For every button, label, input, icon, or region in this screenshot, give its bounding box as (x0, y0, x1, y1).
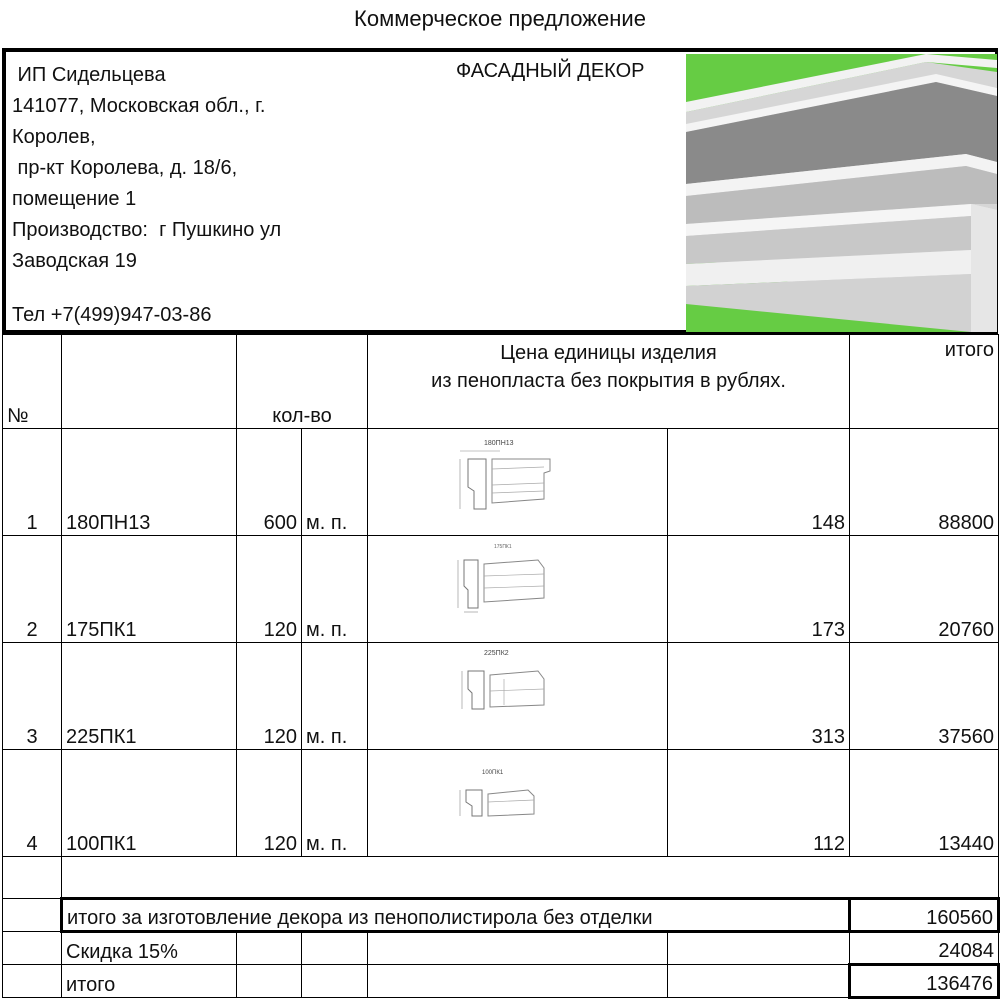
address-line: Королев, (12, 126, 96, 148)
row-qty: 120 (237, 536, 302, 643)
row-num: 3 (3, 643, 62, 750)
row-name: 175ПК1 (62, 536, 237, 643)
grand-total-value: 136476 (850, 965, 999, 998)
header-num: № (3, 335, 62, 429)
table-row (3, 750, 999, 857)
empty-cell (3, 932, 62, 965)
row-unit: м. п. (302, 750, 368, 857)
company-phone: Тел +7(499)947-03-86 (12, 304, 212, 326)
row-drawing (368, 643, 668, 750)
empty-cell (368, 965, 668, 998)
header-price (368, 335, 850, 429)
address-line: Производство: г Пушкино ул (12, 219, 282, 241)
header-price-line2: из пенопласта без покрытия в рублях. (431, 370, 786, 392)
table-row (3, 643, 999, 750)
profile-drawing-icon (368, 536, 668, 636)
header-price-line1: Цена единицы изделия (500, 342, 717, 364)
empty-cell (3, 965, 62, 998)
row-name: 225ПК1 (62, 643, 237, 750)
drawing-label: 180ПН13 (484, 440, 514, 447)
empty-cell (3, 899, 62, 932)
profile-drawing-icon (368, 643, 668, 743)
grand-total-label: итого (62, 965, 237, 998)
drawing-label: 100ПК1 (482, 770, 504, 776)
table-row (3, 429, 999, 536)
row-drawing (368, 750, 668, 857)
address-line: помещение 1 (12, 188, 137, 210)
row-qty: 120 (237, 750, 302, 857)
address-line: Заводская 19 (12, 250, 137, 272)
empty-cell (237, 965, 302, 998)
header-total: итого (850, 335, 999, 429)
empty-cell (668, 932, 850, 965)
empty-cell (3, 857, 62, 899)
row-unit: м. п. (302, 429, 368, 536)
row-qty: 120 (237, 643, 302, 750)
row-name: 180ПН13 (62, 429, 237, 536)
address-line: ИП Сидельцева (12, 64, 166, 86)
header-block (2, 48, 998, 334)
row-unit: м. п. (302, 536, 368, 643)
subtotal-label: итого за изготовление декора из пенополистирола без отделки (62, 899, 850, 932)
drawing-label: 225ПК2 (484, 650, 509, 657)
row-num: 4 (3, 750, 62, 857)
discount-row (3, 932, 999, 965)
table-row (3, 536, 999, 643)
row-drawing (368, 429, 668, 536)
row-num: 1 (3, 429, 62, 536)
empty-cell (302, 965, 368, 998)
header-qty: кол-во (237, 335, 368, 429)
row-total: 88800 (850, 429, 999, 536)
spacer-row (3, 857, 999, 899)
empty-cell (62, 857, 999, 899)
address-line: пр-кт Королева, д. 18/6, (12, 157, 238, 179)
empty-cell (368, 932, 668, 965)
discount-value: 24084 (850, 932, 999, 965)
row-price: 173 (668, 536, 850, 643)
row-price: 148 (668, 429, 850, 536)
row-total: 37560 (850, 643, 999, 750)
subtotal-value: 160560 (850, 899, 999, 932)
row-name: 100ПК1 (62, 750, 237, 857)
row-drawing (368, 536, 668, 643)
row-price: 112 (668, 750, 850, 857)
subtotal-row (3, 899, 999, 932)
empty-cell (237, 932, 302, 965)
row-total: 20760 (850, 536, 999, 643)
table-header (3, 335, 999, 429)
discount-label: Скидка 15% (62, 932, 237, 965)
brand-title: ФАСАДНЫЙ ДЕКОР (456, 60, 645, 82)
row-price: 313 (668, 643, 850, 750)
header-name (62, 335, 237, 429)
address-line: 141077, Московская обл., г. (12, 95, 266, 117)
drawing-label: 175ПК1 (494, 544, 512, 550)
price-table (2, 334, 1000, 999)
empty-cell (668, 965, 850, 998)
profile-drawing-icon (368, 750, 668, 850)
row-unit: м. п. (302, 643, 368, 750)
cornice-photo (686, 54, 997, 332)
document-title: Коммерческое предложение (354, 6, 646, 31)
empty-cell (302, 932, 368, 965)
grand-total-row (3, 965, 999, 998)
row-total: 13440 (850, 750, 999, 857)
profile-drawing-icon (368, 429, 668, 529)
company-address (12, 60, 281, 277)
row-num: 2 (3, 536, 62, 643)
row-qty: 600 (237, 429, 302, 536)
